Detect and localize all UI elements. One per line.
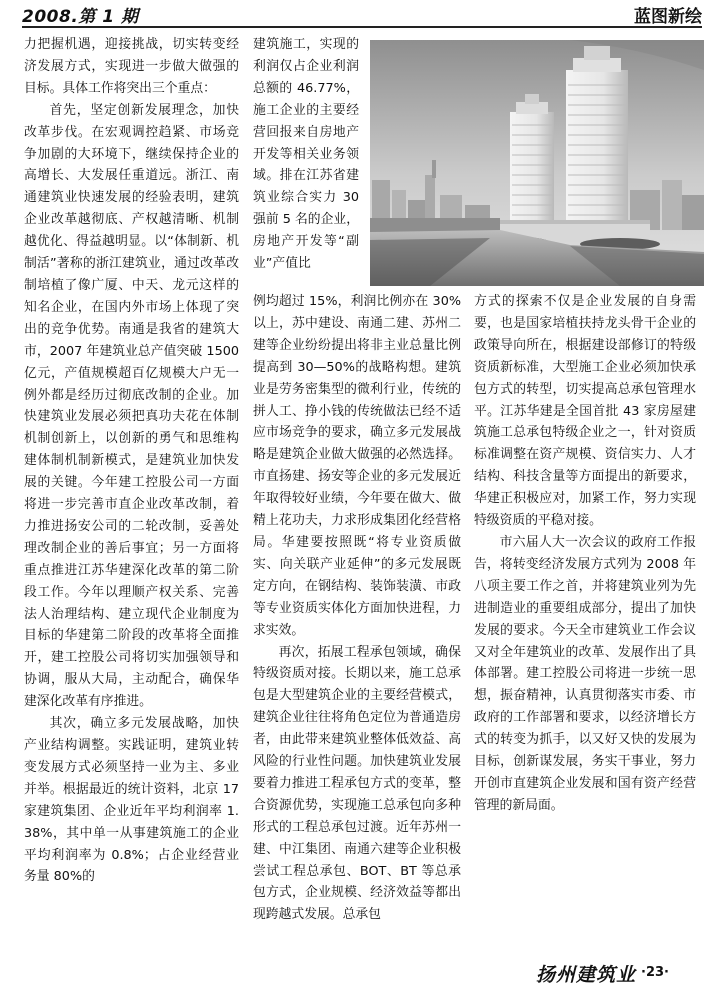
issue-label: 2008.第 1 期 xyxy=(22,7,139,27)
paragraph: 方式的探索不仅是企业发展的自身需要，也是国家培植扶持龙头骨干企业的政策导向所在，根据建设部修订的特级资质新标准，大型施工企业必须加快承包方式的转型，切实提高总承包管理水平。江苏华建是全国首批 43 家房屋建筑施工总承包特级企业之一，针对资质标准调整在资产规模、资信实力、人才结构、科技含量等方面提出的新要求，华建正积极应对，加紧工作，努力实现特级资质的平稳对接。 xyxy=(474,294,696,529)
city-skyline-photo xyxy=(370,40,704,286)
paragraph: 首先，坚定创新发展理念，加快改革步伐。在宏观调控趋紧、市场竞争加剧的大环境下，继续保持企业的高增长、大发展任重道远。浙江、南通建筑业快速发展的经验表明，建筑企业改革越彻底、产权越清晰、机制越优化、得益越明显。以“体制新、机制活”著称的浙江建筑业，通过改革改制培植了像广厦、中天、龙元这样的知名企业，在国内外市场上体现了突出的竞争优势。南通是我省的建筑大市，2007 年建筑业总产值突破 1500 亿元，产值规模超百亿规模大户无一例外都是经历过彻底改制的企业。加快建筑业发展必须把真功夫花在体制机制创新上，以创新的勇气和思维构建体制机制新模式，是建筑业加快发展的关键。今年建工控股公司一方面将进一步完善市直企业改革改制，着力推进扬安公司的二轮改制，妥善处理改制企业的善后事宜；另一方面将重点推进江苏华建深化改革的第二阶段工作。今年以理顺产权关系、完善法人治理结构、建立现代企业制度为目标的华建第二阶段的改革将全面推开，建工控股公司将切实加强领导和协调，服从大局，主动配合，确保华建深化改革有序推进。 xyxy=(24,102,239,710)
article-column-2-bottom xyxy=(253,291,461,926)
paragraph: 再次，拓展工程承包领域，确保特级资质对接。长期以来，施工总承包是大型建筑企业的主要经营模式，建筑企业往往将角色定位为普通造房者，由此带来建筑业整体低效益、高风险的行业性问题。加快建筑业发展要着力推进工程承包方式的变革，整合资源优势，实现施工总承包向多种形式的工程总承包过渡。近年苏州一建、中江集团、南通六建等企业积极尝试工程总承包、BOT、BT 等总承包方式，企业规模、经济效益等都出现跨越式发展。总承包 xyxy=(253,644,461,923)
article-column-1 xyxy=(24,34,239,888)
paragraph: 力把握机遇，迎接挑战，切实转变经济发展方式，实现进一步做大做强的目标。具体工作将突出三个重点： xyxy=(24,37,239,96)
magazine-brand: 扬州建筑业 xyxy=(536,964,637,986)
paragraph: 市六届人大一次会议的政府工作报告，将转变经济发展方式列为 2008 年八项主要工作之首，并将建筑业列为先进制造业的重要组成部分，提出了加快发展的要求。今天全市建筑业工作会议又对全年建筑业的改革、发展作出了具体部署。建工控股公司将进一步统一思想，振奋精神，认真贯彻落实市委、市政府的工作部署和要求，以经济增长方式的转变为抓手，以又好又快的发展为目标，创新谋发展，务实干事业，努力开创市直建筑企业发展和国有资产经营管理的新局面。 xyxy=(474,534,696,813)
paragraph: 其次，确立多元发展战略，加快产业结构调整。实践证明，建筑业转变发展方式必须坚持一业为主、多业并举。根据最近的统计资料，北京 17 家建筑集团、企业近年平均利润率 1.38%，其中单一从事建筑施工的企业平均利润率为 0.8%；占企业经营业务量 80%的 xyxy=(24,716,239,885)
running-header xyxy=(22,2,702,28)
page-number: ·23· xyxy=(641,965,669,980)
article-column-2-top xyxy=(253,34,359,275)
section-title: 蓝图新绘 xyxy=(634,7,702,27)
paragraph: 例均超过 15%，利润比例亦在 30%以上，苏中建设、南通二建、苏州二建等企业纷纷提出将非主业总量比例提高到 30—50%的战略构想。建筑业是劳务密集型的微利行业，传统的拼人工、挣小钱的传统做法已经不适应市场竞争的要求，确立多元发展战略是建筑企业做大做强的必然选择。市直扬建、扬安等企业的多元发展近年取得较好业绩，今年要在做大、做精上花功夫，力求形成集团化经营格局。华建要按照既“将专业资质做实、向关联产业延伸”的多元发展既定方向，在钢结构、装饰装潢、市政等专业资质实体化方面加快进程，力求实效。 xyxy=(253,294,461,638)
paragraph: 建筑施工，实现的利润仅占企业利润总额的 46.77%，施工企业的主要经营回报来自房地产开发等相关业务领域。排在江苏省建筑业综合实力 30 强前 5 名的企业，房地产开发等“副业”产值比 xyxy=(253,37,359,272)
article-column-3 xyxy=(474,291,696,817)
